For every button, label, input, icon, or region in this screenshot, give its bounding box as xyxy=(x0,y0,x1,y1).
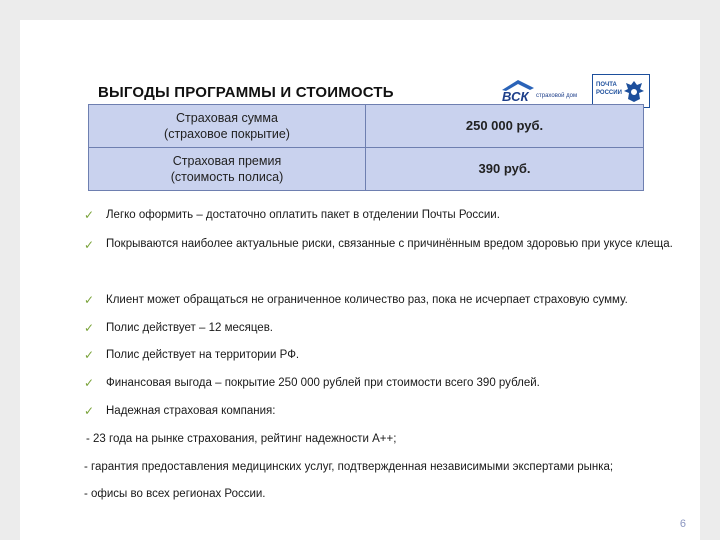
detail-line: - гарантия предоставления медицинских услуг, подтвержденная независимыми экспертами рынка; xyxy=(84,461,614,473)
vsk-logo xyxy=(500,78,595,106)
checkmark-icon: ✓ xyxy=(84,321,95,335)
checkmark-icon: ✓ xyxy=(84,376,95,390)
checkmark-icon: ✓ xyxy=(84,208,95,222)
slide-title: ВЫГОДЫ ПРОГРАММЫ И СТОИМОСТЬ xyxy=(98,84,394,101)
checkmark-icon: ✓ xyxy=(84,293,95,307)
slide: ВЫГОДЫ ПРОГРАММЫ И СТОИМОСТЬ ВСК страховой дом ПОЧТА РОССИИ Страховая сумма (страховое покрытие) 250 000 руб. Страховая премия (стоимость полиса) 390 руб. ✓ Легко оформить – достаточно оплатить пакет в отделении Почты России. ✓ Покрываются наиболее актуальные риски, связанные с причинённым вредом здоровью при укусе клеща. ✓ Клиент может обращаться не ограниченное количество раз, пока не исчерпает страховую сумму. ✓ Полис действует – 12 месяцев. ✓ Полис действует на территории РФ. ✓ Финансовая выгода – покрытие 250 000 рублей при стоимости всего 390 рублей. ✓ Надежная страховая компания: - 23 года на рынке страхования, рейтинг надежности А++; - гарантия предоставления медицинских услуг, подтвержденная независимыми экспертами рынка; - офисы во всех регионах России. 6 xyxy=(20,20,700,540)
cost-table xyxy=(88,104,644,191)
checkmark-icon: ✓ xyxy=(84,238,95,252)
vsk-brand-text: ВСК xyxy=(502,89,529,104)
premium-value: 390 руб. xyxy=(366,148,644,191)
insured-sum-value: 250 000 руб. xyxy=(366,105,644,148)
vsk-sub-text: страховой дом xyxy=(536,93,578,99)
premium-label: Страховая премия (стоимость полиса) xyxy=(89,148,366,191)
detail-line: - офисы во всех регионах России. xyxy=(84,488,266,500)
post-logo-text: ПОЧТА РОССИИ xyxy=(596,82,622,96)
page-number: 6 xyxy=(679,518,686,530)
table-row xyxy=(89,148,644,191)
detail-line: - 23 года на рынке страхования, рейтинг надежности А++; xyxy=(86,433,397,445)
insured-sum-label: Страховая сумма (страховое покрытие) xyxy=(89,105,366,148)
eagle-emblem-icon xyxy=(622,78,646,104)
table-row xyxy=(89,105,644,148)
russian-post-logo xyxy=(592,74,650,108)
checkmark-icon: ✓ xyxy=(84,348,95,362)
checkmark-icon: ✓ xyxy=(84,404,95,418)
